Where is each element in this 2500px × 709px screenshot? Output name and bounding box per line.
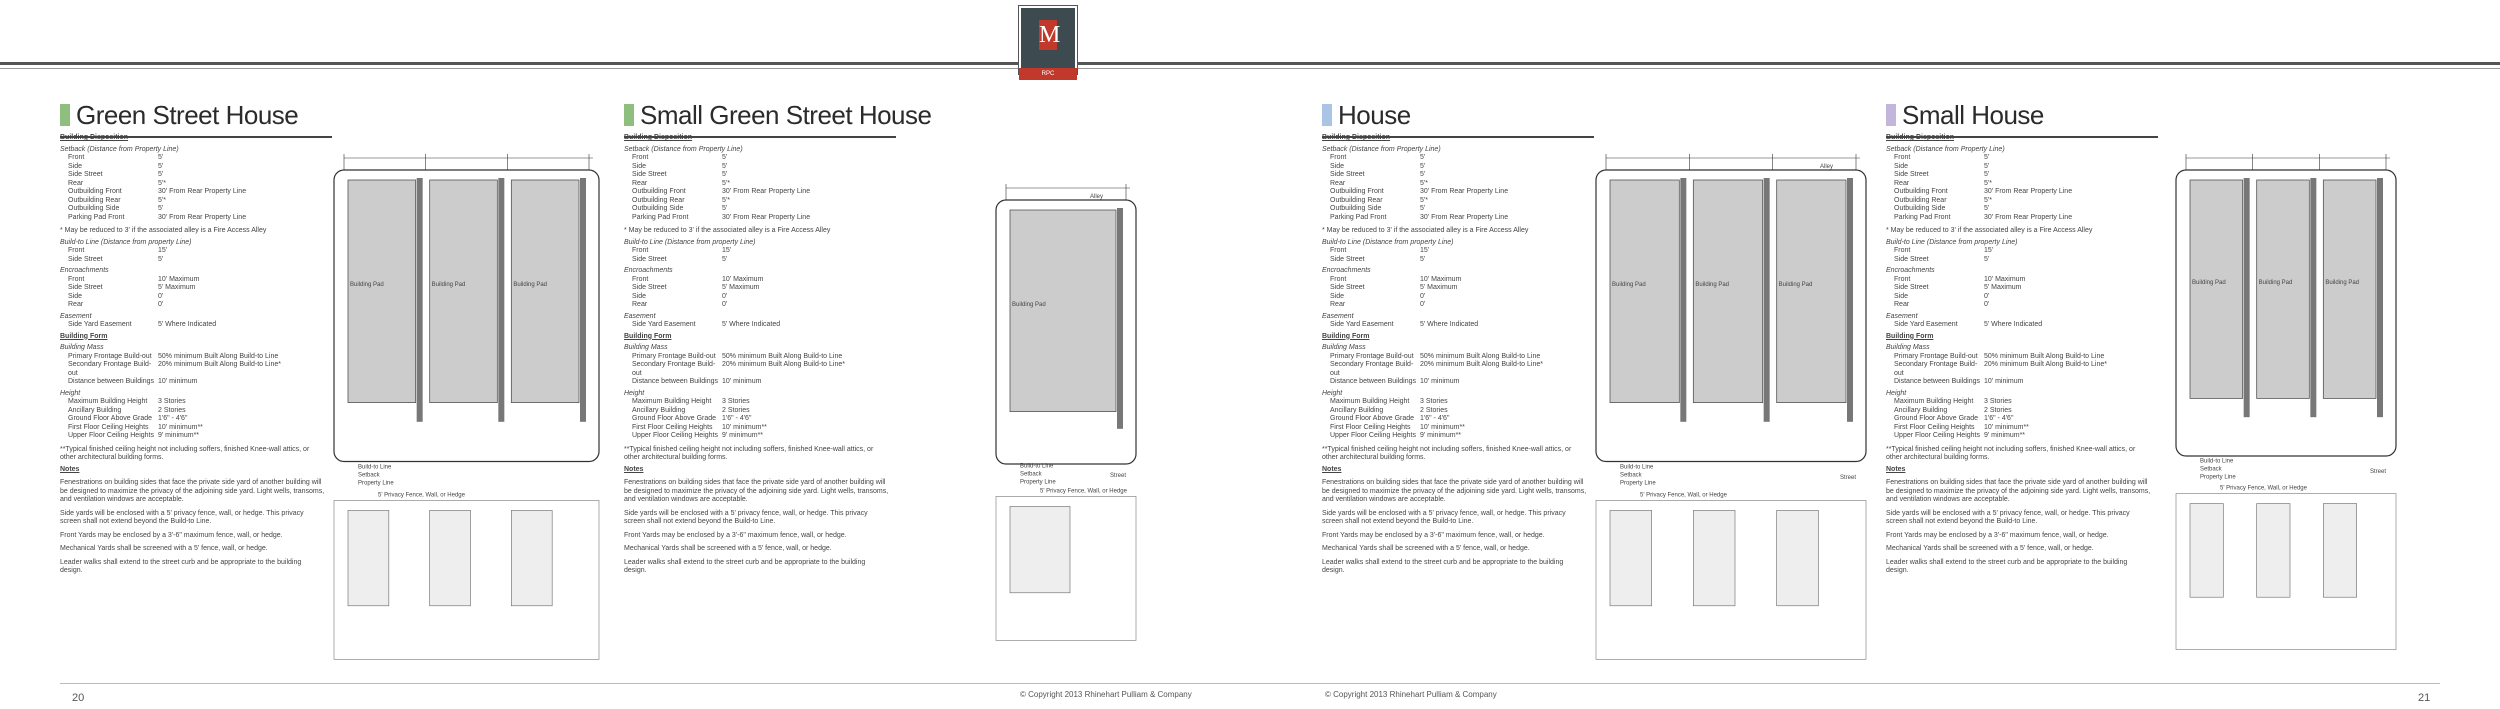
spec-row: Secondary Frontage Build-out 20% minimum Built Along Build-to Line* xyxy=(68,361,281,377)
spec-row: Side Yard Easement 5' Where Indicated xyxy=(632,321,781,328)
site-plan-diagram xyxy=(1590,140,1880,670)
building-pad-label: Building Pad xyxy=(2192,280,2226,286)
building-pad-label: Building Pad xyxy=(350,282,384,288)
note-paragraph: Fenestrations on building sides that face the private side yard of another building will be designed to maximize the privacy of the adjoining side yard. Light wells, transoms, and ventilation windows are acceptable. xyxy=(1322,479,1587,503)
logo-letter: M xyxy=(1039,22,1061,48)
spec-row: Side 0' xyxy=(1330,292,1426,300)
copyright-left: © Copyright 2013 Rhinehart Pulliam & Company xyxy=(1020,690,1192,699)
spec-row: Parking Pad Front 30' From Rear Property Line xyxy=(1894,213,2073,221)
spec-row: Ancillary Building 2 Stories xyxy=(1330,406,1448,414)
property-line-label: Property Line xyxy=(2200,474,2236,481)
spec-row: Side Street 5' xyxy=(68,255,164,263)
note-paragraph: Leader walks shall extend to the street curb and be appropriate to the building design. xyxy=(60,558,302,574)
spec-row: Front 5' xyxy=(1330,154,1426,161)
note-paragraph: Mechanical Yards shall be screened with a 5' fence, wall, or hedge. xyxy=(1886,545,2094,552)
spec-row: Front 5' xyxy=(632,154,728,161)
spec-row: Front 15' xyxy=(1894,247,1994,254)
disposition-heading: Building Disposition xyxy=(1886,134,1955,141)
privacy-fence-label: 5' Privacy Fence, Wall, or Hedge xyxy=(378,492,465,499)
build-to-line-label: Build-to Line xyxy=(2200,458,2234,465)
spec-row: Ground Floor Above Grade 1'6" - 4'6" xyxy=(632,415,752,422)
spec-row: Front 15' xyxy=(68,247,168,254)
note-paragraph: Mechanical Yards shall be screened with a 5' fence, wall, or hedge. xyxy=(1322,545,1530,552)
spec-row: Side 0' xyxy=(68,292,164,300)
spec-row: Side Street 5' Maximum xyxy=(1894,284,2022,291)
spec-row: Front 10' Maximum xyxy=(1330,275,1462,283)
setback-label: Setback xyxy=(358,472,380,479)
setback-label: Setback xyxy=(1020,471,1042,478)
spec-row: Ancillary Building 2 Stories xyxy=(1894,406,2012,414)
spec-row: Outbuilding Rear 5'* xyxy=(1894,196,1992,204)
spec-row: Secondary Frontage Build-out 20% minimum Built Along Build-to Line* xyxy=(632,361,845,377)
spec-row: Outbuilding Side 5' xyxy=(1330,205,1426,212)
disposition-heading: Building Disposition xyxy=(1322,134,1391,141)
spec-row: Front 10' Maximum xyxy=(632,275,764,283)
spec-row: Parking Pad Front 30' From Rear Property Line xyxy=(1330,213,1509,221)
note-paragraph: Fenestrations on building sides that face the private side yard of another building will be designed to maximize the privacy of the adjoining side yard. Light wells, transoms, and ventilation windows are acceptable. xyxy=(1886,479,2151,503)
spec-row: First Floor Ceiling Heights 10' minimum** xyxy=(1330,423,1465,431)
spec-row: Side Street 5' xyxy=(1894,171,1990,178)
spec-row: Rear 5'* xyxy=(1330,179,1428,187)
copyright-right: © Copyright 2013 Rhinehart Pulliam & Company xyxy=(1325,690,1497,699)
spec-row: Rear 0' xyxy=(632,301,728,308)
note-paragraph: Leader walks shall extend to the street curb and be appropriate to the building design. xyxy=(1886,558,2128,574)
spec-row: Side Yard Easement 5' Where Indicated xyxy=(68,321,217,328)
property-line-label: Property Line xyxy=(1020,479,1056,486)
spec-row: Primary Frontage Build-out 50% minimum Built Along Build-to Line xyxy=(632,352,843,360)
spec-row: Ancillary Building 2 Stories xyxy=(68,406,186,414)
spec-row: Ground Floor Above Grade 1'6" - 4'6" xyxy=(1330,415,1450,422)
spec-row: Maximum Building Height 3 Stories xyxy=(1894,398,2012,405)
spec-row: Distance between Buildings 10' minimum xyxy=(1894,378,2024,385)
panel-title: Green Street House xyxy=(60,100,298,131)
spec-row: Rear 5'* xyxy=(1894,179,1992,187)
spec-row: Primary Frontage Build-out 50% minimum Built Along Build-to Line xyxy=(1894,352,2105,360)
spec-row: Side Street 5' xyxy=(1894,255,1990,263)
spec-row: Side 5' xyxy=(1330,162,1426,170)
note-paragraph: Side yards will be enclosed with a 5' privacy fence, wall, or hedge. This privacy screen shall not extend beyond the Build-to Line. xyxy=(1886,509,2130,525)
spec-sheet: Building Disposition Setback (Distance from Property Line) Front 5' Side 5' Side Street 5' Rear 5'* Outbuilding Front 30' From Rear Property Line Outbuilding Rear 5'* Outbuilding Side 5' Parking Pad Front 30' From Rear Property Line * May be reduced to 3' if the associated alley is a Fire Access Alley Build-to Line (Distance from property Line) Front 15' Side Street 5' Encroachments Front 10' Maximum Side Street 5' Maximum Side 0' Rear 0' Easement Side Yard Easement 5' Where Indicated Building Form Building Mass Primary Frontage Build-out 50% minimum Built Along Build-to Line Secondary Frontage Build-out 20% minimum Built Along Build-to Line* Distance between Buildings 10' minimum Height Maximum Building Height 3 Stories Ancillary Building 2 Stories Ground Floor Above Grade 1'6" - 4'6" First Floor Ceiling Heights 10' minimum** Upper Floor Ceiling Heights 9' minimum** **Typical finished ceiling height not including soffers, finished Knee-wall attics, or other architectural building forms. Notes Fenestrations on building sides that face the private side yard of another building will be designed to maximize the privacy of the adjoining side yard. Light wells, transoms, and ventilation windows are acceptable. Side yards will be enclosed with a 5' privacy fence, wall, or hedge. This privacy screen shall not extend beyond the Build-to Line. Front Yards may be enclosed by a 3'-6" maximum fence, wall, or hedge. Mechanical Yards shall be screened with a 5' fence, wall, or hedge. Leader walks shall extend to the street curb and be appropriate to the building design. xyxy=(624,131,904,576)
street-label: Street xyxy=(2370,468,2387,475)
title-color-bar xyxy=(1886,104,1896,126)
note-paragraph: Front Yards may be enclosed by a 3'-6" maximum fence, wall, or hedge. xyxy=(1322,531,1545,539)
spec-sheet: Building Disposition Setback (Distance from Property Line) Front 5' Side 5' Side Street 5' Rear 5'* Outbuilding Front 30' From Rear Property Line Outbuilding Rear 5'* Outbuilding Side 5' Parking Pad Front 30' From Rear Property Line * May be reduced to 3' if the associated alley is a Fire Access Alley Build-to Line (Distance from property Line) Front 15' Side Street 5' Encroachments Front 10' Maximum Side Street 5' Maximum Side 0' Rear 0' Easement Side Yard Easement 5' Where Indicated Building Form Building Mass Primary Frontage Build-out 50% minimum Built Along Build-to Line Secondary Frontage Build-out 20% minimum Built Along Build-to Line* Distance between Buildings 10' minimum Height Maximum Building Height 3 Stories Ancillary Building 2 Stories Ground Floor Above Grade 1'6" - 4'6" First Floor Ceiling Heights 10' minimum** Upper Floor Ceiling Heights 9' minimum** **Typical finished ceiling height not including soffers, finished Knee-wall attics, or other architectural building forms. Notes Fenestrations on building sides that face the private side yard of another building will be designed to maximize the privacy of the adjoining side yard. Light wells, transoms, and ventilation windows are acceptable. Side yards will be enclosed with a 5' privacy fence, wall, or hedge. This privacy screen shall not extend beyond the Build-to Line. Front Yards may be enclosed by a 3'-6" maximum fence, wall, or hedge. Mechanical Yards shall be screened with a 5' fence, wall, or hedge. Leader walks shall extend to the street curb and be appropriate to the building design. xyxy=(1322,131,1602,576)
build-to-line-label: Build-to Line xyxy=(358,464,392,471)
spec-row: Front 15' xyxy=(632,247,732,254)
disposition-heading: Building Disposition xyxy=(60,134,129,141)
building-pad-label: Building Pad xyxy=(1612,282,1646,288)
site-plan-diagram xyxy=(2170,140,2410,660)
spec-row: Maximum Building Height 3 Stories xyxy=(68,398,186,405)
disposition-heading: Building Disposition xyxy=(624,134,693,141)
page-number-right: 21 xyxy=(2418,692,2431,704)
site-plan-diagram xyxy=(328,140,613,670)
spec-row: Rear 0' xyxy=(1894,301,1990,308)
note-paragraph: Fenestrations on building sides that face the private side yard of another building will be designed to maximize the privacy of the adjoining side yard. Light wells, transoms, and ventilation windows are acceptable. xyxy=(624,479,889,503)
building-pad-label: Building Pad xyxy=(1012,302,1046,308)
spec-row: Side Street 5' Maximum xyxy=(632,284,760,291)
building-pad-label: Building Pad xyxy=(2325,280,2360,286)
company-logo xyxy=(1019,6,1077,77)
note-paragraph: Front Yards may be enclosed by a 3'-6" maximum fence, wall, or hedge. xyxy=(1886,531,2109,539)
spec-row: Side Street 5' Maximum xyxy=(1330,284,1458,291)
panel-title: Small House xyxy=(1886,100,2044,131)
spec-row: Outbuilding Front 30' From Rear Property Line xyxy=(1330,188,1509,195)
spec-row: Ground Floor Above Grade 1'6" - 4'6" xyxy=(1894,415,2014,422)
note-paragraph: Leader walks shall extend to the street curb and be appropriate to the building design. xyxy=(1322,558,1564,574)
spec-row: Outbuilding Front 30' From Rear Property Line xyxy=(632,188,811,195)
setback-label: Setback xyxy=(1620,472,1642,479)
spec-row: First Floor Ceiling Heights 10' minimum** xyxy=(632,423,767,431)
building-pad-label: Building Pad xyxy=(431,282,466,288)
street-label: Street xyxy=(1840,475,1857,482)
spec-row: Side Yard Easement 5' Where Indicated xyxy=(1894,321,2043,328)
spec-row: Outbuilding Rear 5'* xyxy=(632,196,730,204)
note-paragraph: Fenestrations on building sides that face the private side yard of another building will be designed to maximize the privacy of the adjoining side yard. Light wells, transoms, and ventilation windows are acceptable. xyxy=(60,479,325,503)
spec-row: Rear 0' xyxy=(1330,301,1426,308)
spec-row: Primary Frontage Build-out 50% minimum Built Along Build-to Line xyxy=(1330,352,1541,360)
spec-row: Secondary Frontage Build-out 20% minimum Built Along Build-to Line* xyxy=(1330,361,1543,377)
spec-row: Outbuilding Front 30' From Rear Property Line xyxy=(68,188,247,195)
privacy-fence-label: 5' Privacy Fence, Wall, or Hedge xyxy=(1640,492,1727,499)
note-paragraph: Side yards will be enclosed with a 5' privacy fence, wall, or hedge. This privacy screen shall not extend beyond the Build-to Line. xyxy=(1322,509,1566,525)
spec-row: Upper Floor Ceiling Heights 9' minimum** xyxy=(632,432,764,439)
spec-row: Parking Pad Front 30' From Rear Property Line xyxy=(632,213,811,221)
spec-row: Side 0' xyxy=(1894,292,1990,300)
building-pad-label: Building Pad xyxy=(2258,280,2293,286)
spec-row: Rear 0' xyxy=(68,301,164,308)
spec-row: Outbuilding Rear 5'* xyxy=(68,196,166,204)
spec-row: Side Street 5' xyxy=(1330,255,1426,263)
spec-row: Side 0' xyxy=(632,292,728,300)
building-pad-label: Building Pad xyxy=(513,282,548,288)
spec-sheet: Building Disposition Setback (Distance from Property Line) Front 5' Side 5' Side Street 5' Rear 5'* Outbuilding Front 30' From Rear Property Line Outbuilding Rear 5'* Outbuilding Side 5' Parking Pad Front 30' From Rear Property Line * May be reduced to 3' if the associated alley is a Fire Access Alley Build-to Line (Distance from property Line) Front 15' Side Street 5' Encroachments Front 10' Maximum Side Street 5' Maximum Side 0' Rear 0' Easement Side Yard Easement 5' Where Indicated Building Form Building Mass Primary Frontage Build-out 50% minimum Built Along Build-to Line Secondary Frontage Build-out 20% minimum Built Along Build-to Line* Distance between Buildings 10' minimum Height Maximum Building Height 3 Stories Ancillary Building 2 Stories Ground Floor Above Grade 1'6" - 4'6" First Floor Ceiling Heights 10' minimum** Upper Floor Ceiling Heights 9' minimum** **Typical finished ceiling height not including soffers, finished Knee-wall attics, or other architectural building forms. Notes Fenestrations on building sides that face the private side yard of another building will be designed to maximize the privacy of the adjoining side yard. Light wells, transoms, and ventilation windows are acceptable. Side yards will be enclosed with a 5' privacy fence, wall, or hedge. This privacy screen shall not extend beyond the Build-to Line. Front Yards may be enclosed by a 3'-6" maximum fence, wall, or hedge. Mechanical Yards shall be screened with a 5' fence, wall, or hedge. Leader walks shall extend to the street curb and be appropriate to the building design. xyxy=(60,131,340,576)
alley-label: Alley xyxy=(1090,194,1104,200)
spec-row: Side 5' xyxy=(1894,162,1990,170)
spec-row: Outbuilding Rear 5'* xyxy=(1330,196,1428,204)
privacy-fence-label: 5' Privacy Fence, Wall, or Hedge xyxy=(1040,488,1127,495)
spec-row: Outbuilding Front 30' From Rear Property Line xyxy=(1894,188,2073,195)
spec-row: Front 10' Maximum xyxy=(68,275,200,283)
panel-title: House xyxy=(1322,100,1411,131)
building-pad-label: Building Pad xyxy=(1778,282,1813,288)
spec-row: Upper Floor Ceiling Heights 9' minimum** xyxy=(1894,432,2026,439)
spec-row: Side Yard Easement 5' Where Indicated xyxy=(1330,321,1479,328)
spec-row: Outbuilding Side 5' xyxy=(1894,205,1990,212)
street-label: Street xyxy=(1110,473,1127,480)
spec-row: Distance between Buildings 10' minimum xyxy=(68,378,198,385)
spec-row: Primary Frontage Build-out 50% minimum Built Along Build-to Line xyxy=(68,352,279,360)
title-color-bar xyxy=(60,104,70,126)
spec-row: Rear 5'* xyxy=(632,179,730,187)
spec-row: Outbuilding Side 5' xyxy=(632,205,728,212)
spec-row: Side Street 5' xyxy=(68,171,164,178)
page-number-left: 20 xyxy=(72,692,85,704)
note-paragraph: Leader walks shall extend to the street curb and be appropriate to the building design. xyxy=(624,558,866,574)
spec-row: Ancillary Building 2 Stories xyxy=(632,406,750,414)
spec-row: First Floor Ceiling Heights 10' minimum** xyxy=(68,423,203,431)
note-paragraph: Side yards will be enclosed with a 5' privacy fence, wall, or hedge. This privacy screen shall not extend beyond the Build-to Line. xyxy=(624,509,868,525)
footer-rule xyxy=(60,683,2440,684)
spec-row: First Floor Ceiling Heights 10' minimum** xyxy=(1894,423,2029,431)
spec-row: Side Street 5' xyxy=(1330,171,1426,178)
spec-row: Distance between Buildings 10' minimum xyxy=(1330,378,1460,385)
title-color-bar xyxy=(1322,104,1332,126)
spec-row: Upper Floor Ceiling Heights 9' minimum** xyxy=(68,432,200,439)
alley-label: Alley xyxy=(1820,164,1834,170)
site-plan-diagram xyxy=(990,170,1150,650)
spec-row: Front 10' Maximum xyxy=(1894,275,2026,283)
spec-row: Secondary Frontage Build-out 20% minimum Built Along Build-to Line* xyxy=(1894,361,2107,377)
spec-row: Front 5' xyxy=(1894,154,1990,161)
build-to-line-label: Build-to Line xyxy=(1620,464,1654,471)
header-rule xyxy=(0,62,2500,65)
property-line-label: Property Line xyxy=(1620,480,1656,487)
spec-row: Side Street 5' Maximum xyxy=(68,284,196,291)
spec-row: Front 5' xyxy=(68,154,164,161)
spec-row: Rear 5'* xyxy=(68,179,166,187)
header-rule-thin xyxy=(0,68,2500,69)
spec-row: Upper Floor Ceiling Heights 9' minimum** xyxy=(1330,432,1462,439)
spec-row: Outbuilding Side 5' xyxy=(68,205,164,212)
setback-label: Setback xyxy=(2200,466,2222,473)
spec-row: Side 5' xyxy=(68,162,164,170)
spec-row: Distance between Buildings 10' minimum xyxy=(632,378,762,385)
building-pad-label: Building Pad xyxy=(1695,282,1730,288)
spec-row: Ground Floor Above Grade 1'6" - 4'6" xyxy=(68,415,188,422)
property-line-label: Property Line xyxy=(358,480,394,487)
spec-row: Parking Pad Front 30' From Rear Property Line xyxy=(68,213,247,221)
spec-sheet: Building Disposition Setback (Distance from Property Line) Front 5' Side 5' Side Street 5' Rear 5'* Outbuilding Front 30' From Rear Property Line Outbuilding Rear 5'* Outbuilding Side 5' Parking Pad Front 30' From Rear Property Line * May be reduced to 3' if the associated alley is a Fire Access Alley Build-to Line (Distance from property Line) Front 15' Side Street 5' Encroachments Front 10' Maximum Side Street 5' Maximum Side 0' Rear 0' Easement Side Yard Easement 5' Where Indicated Building Form Building Mass Primary Frontage Build-out 50% minimum Built Along Build-to Line Secondary Frontage Build-out 20% minimum Built Along Build-to Line* Distance between Buildings 10' minimum Height Maximum Building Height 3 Stories Ancillary Building 2 Stories Ground Floor Above Grade 1'6" - 4'6" First Floor Ceiling Heights 10' minimum** Upper Floor Ceiling Heights 9' minimum** **Typical finished ceiling height not including soffers, finished Knee-wall attics, or other architectural building forms. Notes Fenestrations on building sides that face the private side yard of another building will be designed to maximize the privacy of the adjoining side yard. Light wells, transoms, and ventilation windows are acceptable. Side yards will be enclosed with a 5' privacy fence, wall, or hedge. This privacy screen shall not extend beyond the Build-to Line. Front Yards may be enclosed by a 3'-6" maximum fence, wall, or hedge. Mechanical Yards shall be screened with a 5' fence, wall, or hedge. Leader walks shall extend to the street curb and be appropriate to the building design. xyxy=(1886,131,2166,576)
note-paragraph: Mechanical Yards shall be screened with a 5' fence, wall, or hedge. xyxy=(624,545,832,552)
spec-row: Maximum Building Height 3 Stories xyxy=(632,398,750,405)
spec-row: Front 15' xyxy=(1330,247,1430,254)
logo-tagline: RPC xyxy=(1019,68,1077,80)
build-to-line-label: Build-to Line xyxy=(1020,463,1054,470)
note-paragraph: Front Yards may be enclosed by a 3'-6" maximum fence, wall, or hedge. xyxy=(60,531,283,539)
title-color-bar xyxy=(624,104,634,126)
spec-row: Maximum Building Height 3 Stories xyxy=(1330,398,1448,405)
note-paragraph: Mechanical Yards shall be screened with a 5' fence, wall, or hedge. xyxy=(60,545,268,552)
spec-row: Side Street 5' xyxy=(632,171,728,178)
spec-row: Side 5' xyxy=(632,162,728,170)
note-paragraph: Front Yards may be enclosed by a 3'-6" maximum fence, wall, or hedge. xyxy=(624,531,847,539)
note-paragraph: Side yards will be enclosed with a 5' privacy fence, wall, or hedge. This privacy screen shall not extend beyond the Build-to Line. xyxy=(60,509,304,525)
spec-row: Side Street 5' xyxy=(632,255,728,263)
privacy-fence-label: 5' Privacy Fence, Wall, or Hedge xyxy=(2220,485,2307,492)
panel-title: Small Green Street House xyxy=(624,100,931,131)
